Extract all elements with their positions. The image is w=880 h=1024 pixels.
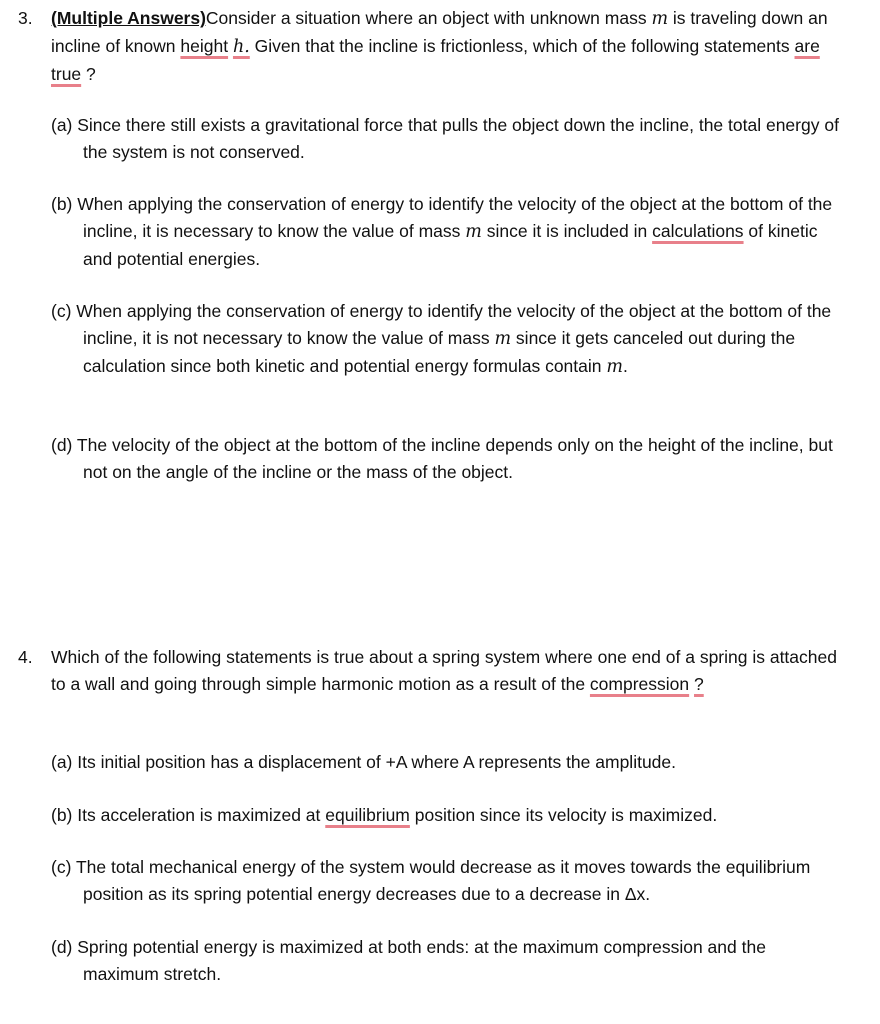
option-4d: (d) Spring potential energy is maximized at both ends: at the maximum compression and the maximum stretch. [51,937,766,984]
spellcheck-word: are [794,36,820,56]
option-4a: (a) Its initial position has a displacement of +A where A represents the amplitude. [51,752,677,772]
math-var-m: m [465,222,482,242]
stem-text: Which of the following statements is true about a spring system where one end of a spring is attached to a wall and going through simple harmonic motion as a result of the [51,647,837,694]
math-var-m: m [606,357,623,377]
option-text: position since its velocity is maximized. [409,805,718,825]
option-3a: (a) Since there still exists a gravitational force that pulls the object down the incline, the total energy of the system is not conserved. [51,115,839,162]
option-text: since it is included in [481,221,653,241]
spellcheck-word: equilibrium [325,805,410,825]
question-stem [51,644,841,698]
stem-text: is traveling down an incline of known [51,8,828,56]
option-text: of kinetic and potential energies. [83,221,818,269]
stem-text: Consider a situation where an object with unknown mass [205,8,652,28]
spellcheck-word: compression [589,674,690,694]
option-3b [51,191,841,273]
question-number: 4. [18,647,33,667]
question-3 [0,5,860,88]
stem-text: Given that the incline is frictionless, which of the following statements [249,36,795,56]
math-var-m: m [651,9,669,29]
option-4b [51,802,841,829]
option-3c [51,298,841,381]
question-stem [51,5,841,88]
spellcheck-word: calculations [652,221,744,241]
question-4 [0,644,860,698]
spellcheck-word: height [180,36,229,56]
spellcheck-word: true [51,64,82,84]
option-text: (b) When applying the conservation of energy to identify the velocity of the object at the bottom of the incline, it is necessary to know the value of mass [51,194,833,241]
stem-text: ? [86,64,96,84]
math-var-h: h. [232,37,250,57]
option-text: (c) When applying the conservation of energy to identify the velocity of the object at the bottom of the incline, it is not necessary to know the value of mass [51,301,832,348]
question-number: 3. [18,8,33,28]
option-text: since it gets canceled out during the calculation since both kinetic and potential energy formulas contain [83,328,796,376]
spellcheck-mark: ? [694,674,704,694]
option-text: . [622,356,628,376]
option-3d: (d) The velocity of the object at the bottom of the incline depends only on the height of the incline, but not on the angle of the incline or the mass of the object. [51,435,833,482]
option-4c: (c) The total mechanical energy of the system would decrease as it moves towards the equilibrium position as its spring potential energy decreases due to a decrease in Δx. [51,857,811,904]
question-title: (Multiple Answers) [51,8,206,28]
math-var-m: m [494,329,512,349]
option-text: (b) Its acceleration is maximized at [51,805,326,825]
